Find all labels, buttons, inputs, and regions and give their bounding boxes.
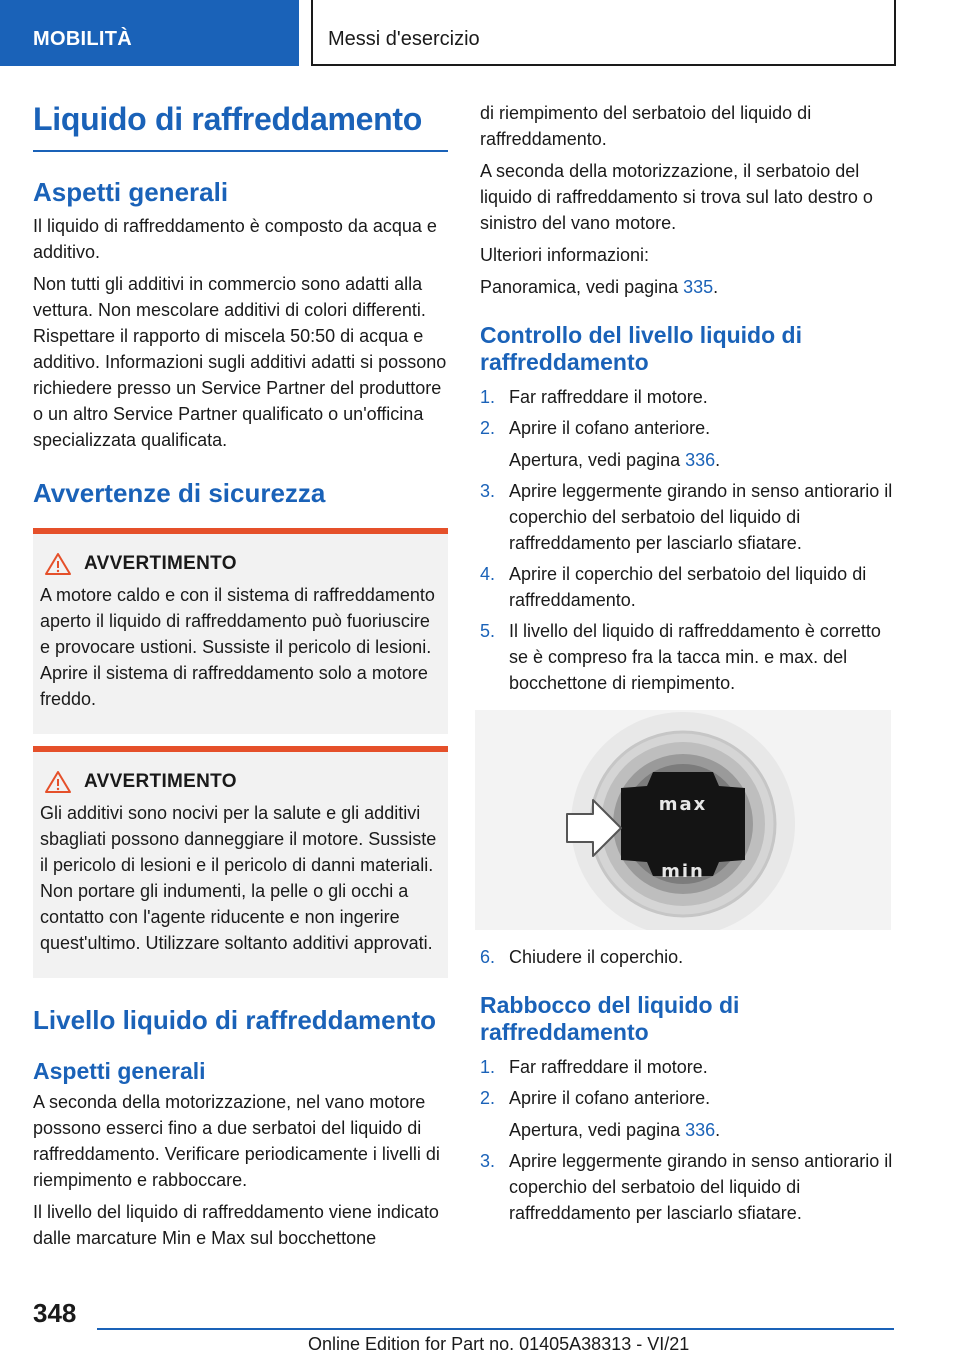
header-chapter-label: Messi d'esercizio — [328, 28, 480, 50]
page-link[interactable]: 336 — [685, 1120, 716, 1140]
warning-box — [33, 746, 448, 978]
list-item: 4. Aprire il coperchio del serbatoio del liquido di raffreddamento. — [480, 564, 867, 610]
list-item: 1. Far raffreddare il motore. — [480, 387, 708, 407]
right-column — [480, 100, 900, 1231]
check-steps-list-cont — [480, 944, 900, 970]
header-section-tab — [0, 0, 299, 66]
list-item: 5. Il livello del liquido di raffreddamento è corretto se è compreso fra la tacca min. e max. del bocchettone di riempimento. — [480, 621, 881, 693]
section-heading-safety: Avvertenze di sicurezza — [33, 478, 326, 508]
paragraph: Il liquido di raffreddamento è composto da acqua e additivo. — [33, 216, 437, 262]
section-heading-level: Livello liquido di raffreddamento — [33, 1005, 437, 1035]
left-column — [33, 98, 448, 1257]
page-link[interactable]: 336 — [685, 450, 716, 470]
warning-box — [33, 528, 448, 734]
warning-triangle-icon — [40, 552, 80, 576]
paragraph: A seconda della motorizzazione, nel vano motore possono esserci fino a due serbatoi del liquido di raffreddamento. Verificare periodicamente i livelli di riempimento e rabboccare. — [33, 1092, 440, 1190]
section-heading-check: Controllo del livello liquido di raffreddamento — [480, 322, 802, 375]
warning-triangle-icon — [40, 770, 80, 794]
warning-title: AVVERTIMENTO — [84, 553, 237, 574]
max-mark-label: max — [658, 794, 708, 815]
warning-text: A motore caldo e con il sistema di raffreddamento aperto il liquido di raffreddamento può fuoriuscire e provocare ustioni. Sussiste il pericolo di lesioni. Aprire il sistema di raffreddamento solo a motore freddo. — [40, 585, 435, 709]
paragraph: Panoramica, vedi pagina 335. — [480, 277, 719, 297]
section-heading-topup: Rabbocco del liquido di raffreddamento — [480, 992, 740, 1045]
header-chapter-box — [311, 0, 896, 66]
section-heading-general: Aspetti generali — [33, 177, 229, 207]
paragraph: A seconda della motorizzazione, il serbatoio del liquido di raffreddamento si trova sul lato destro o sinistro del vano motore. — [480, 161, 873, 233]
paragraph: Il livello del liquido di raffreddamento viene indicato dalle marcature Min e Max sul bocchettone — [33, 1202, 439, 1248]
check-steps-list — [480, 384, 900, 696]
title-rule — [33, 150, 448, 152]
paragraph: di riempimento del serbatoio del liquido di raffreddamento. — [480, 103, 812, 149]
page-title: Liquido di raffreddamento — [33, 101, 422, 137]
paragraph: Ulteriori informazioni: — [480, 245, 650, 265]
coolant-filler-figure — [475, 710, 891, 930]
header-section-label: MOBILITÀ — [33, 28, 133, 50]
link-prefix: Panoramica, vedi pagina — [480, 277, 684, 297]
list-item: 3. Aprire leggermente girando in senso antiorario il coperchio del serbatoio del liquido di raffreddamento per lasciarlo sfiatare. — [480, 1151, 893, 1223]
footer-rule — [97, 1328, 894, 1330]
list-item: 2. Aprire il cofano anteriore. Apertura, vedi pagina 336. — [480, 418, 721, 470]
footer-edition: Online Edition for Part no. 01405A38313 - VI/21 — [308, 1334, 690, 1354]
subsection-heading: Aspetti generali — [33, 1058, 206, 1084]
page-number: 348 — [33, 1298, 77, 1328]
page-link[interactable]: 335 — [683, 277, 714, 297]
min-mark-label: min — [661, 861, 705, 882]
warning-title: AVVERTIMENTO — [84, 771, 237, 792]
paragraph: Non tutti gli additivi in commercio sono adatti alla vettura. Non mescolare additivi di colori differenti. Rispettare il rapporto di miscela 50:50 di acqua e additivo. Informazioni sugli additivi adatti si possono richiedere presso un Service Partner del produttore o un altro Service Partner qualificato o un'officina specializzata qualificata. — [33, 274, 447, 450]
list-item: 6. Chiudere il coperchio. — [480, 947, 684, 967]
list-item: 1. Far raffreddare il motore. — [480, 1057, 708, 1077]
list-item: 3. Aprire leggermente girando in senso antiorario il coperchio del serbatoio del liquido di raffreddamento per lasciarlo sfiatare. — [480, 481, 893, 553]
warning-text: Gli additivi sono nocivi per la salute e gli additivi sbagliati possono danneggiare il motore. Sussiste il pericolo di lesioni e il pericolo di danni materiali. Non portare gli indumenti, la pelle o gli occhi a contatto con l'agente riducente e non ingerire quest'ultimo. Utilizzare soltanto additivi approvati. — [40, 803, 437, 953]
topup-steps-list — [480, 1054, 900, 1226]
list-item: 2. Aprire il cofano anteriore. Apertura, vedi pagina 336. — [480, 1088, 721, 1140]
